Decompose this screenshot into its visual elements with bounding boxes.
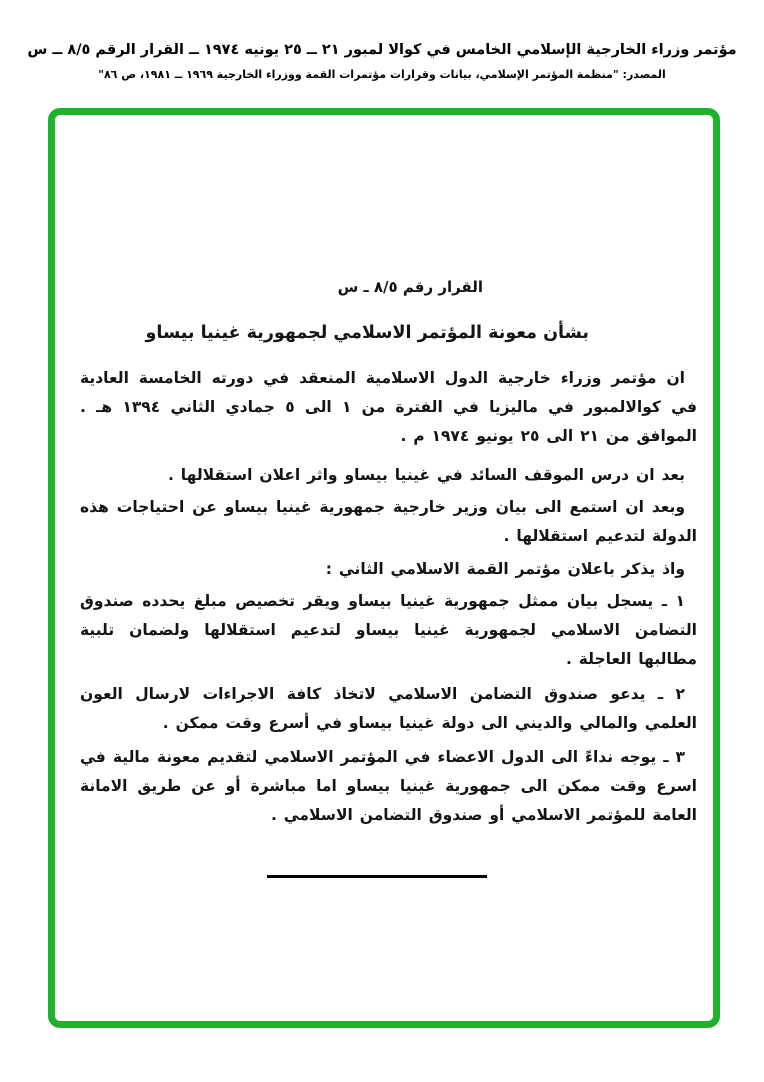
resolution-item-3: ٣ ـ يوجه نداءً الى الدول الاعضاء في المؤتمر الاسلامي لتقديم معونة مالية في اسرع وقت ممكن الى جمهورية غينيا بيساو اما مباشرة أو عن طريق الامانة العامة للمؤتمر الاسلامي أو صندوق التضامن الاسلامي . xyxy=(80,748,697,824)
citation-conference-line: مؤتمر وزراء الخارجية الإسلامي الخامس في كوالا لمبور ٢١ ــ ٢٥ يونيه ١٩٧٤ ــ القرار الرقم ٨/٥ ــ س xyxy=(27,42,737,58)
citation-source-line: المصدر: "منظمة المؤتمر الإسلامي، بيانات وقرارات مؤتمرات القمة ووزراء الخارجية ١٩٦٩ ــ ١٩٨١، ص ٨٦" xyxy=(98,68,666,81)
paragraph-preamble-summit-recall: واذ يذكر باعلان مؤتمر القمة الاسلامي الثاني : xyxy=(325,560,685,578)
paragraph-preamble-situation: بعد ان درس الموقف السائد في غينيا بيساو واثر اعلان استقلالها . xyxy=(167,466,685,484)
resolution-item-2: ٢ ـ يدعو صندوق التضامن الاسلامي لاتخاذ كافة الاجراءات لارسال العون العلمي والمالي والديني الى دولة غينيا بيساو في أسرع وقت ممكن . xyxy=(80,685,697,732)
source-citation-header xyxy=(0,0,764,82)
document-body xyxy=(55,115,713,878)
resolution-number: القرار رقم ٨/٥ ـ س xyxy=(337,278,483,296)
document-border xyxy=(48,108,720,1028)
resolution-item-1: ١ ـ يسجل بيان ممثل جمهورية غينيا بيساو ويقر تخصيص مبلغ يحدده صندوق التضامن الاسلامي لجمهورية غينيا بيساو لتدعيم استقلالها ولضمان تلبية مطالبها العاجلة . xyxy=(80,592,697,668)
paragraph-preamble-session: ان مؤتمر وزراء خارجية الدول الاسلامية المنعقد في دورته الخامسة العادية في كوالالمبور في ماليزيا في الفترة من ١ الى ٥ جمادي الثاني ١٣٩٤ هـ . الموافق من ٢١ الى ٢٥ يونيو ١٩٧٤ م . xyxy=(80,369,697,445)
end-divider-line xyxy=(267,875,487,878)
paragraph-preamble-statement: وبعد ان استمع الى بيان وزير خارجية جمهورية غينيا بيساو عن احتياجات هذه الدولة لتدعيم استقلالها . xyxy=(80,498,697,545)
resolution-title: بشأن معونة المؤتمر الاسلامي لجمهورية غينيا بيساو xyxy=(145,323,589,343)
